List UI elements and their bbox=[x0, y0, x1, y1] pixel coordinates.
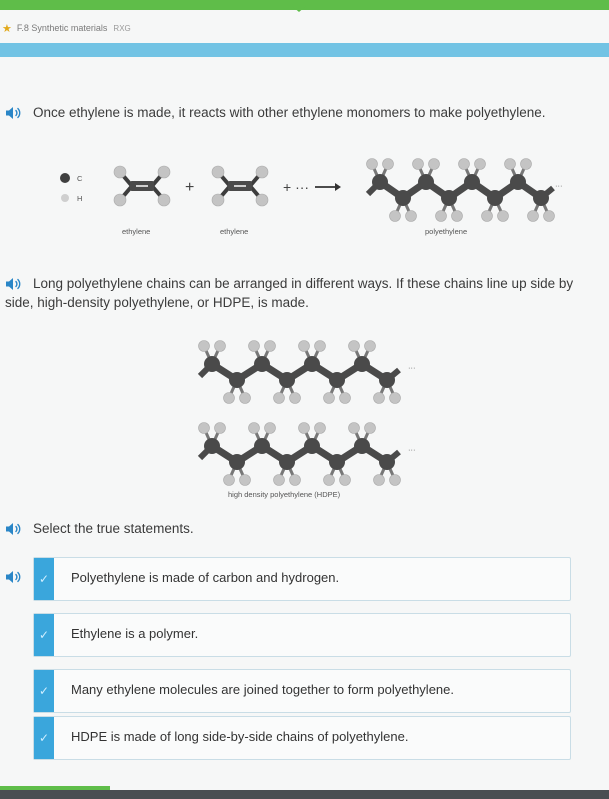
hydrogen-atom bbox=[452, 211, 463, 222]
option-checkbox-card[interactable] bbox=[33, 716, 571, 760]
hydrogen-atom bbox=[365, 341, 376, 352]
carbon-atom bbox=[229, 454, 245, 470]
hydrogen-atom bbox=[429, 159, 440, 170]
hydrogen-atom bbox=[528, 211, 539, 222]
label-polyethylene: polyethylene bbox=[425, 227, 468, 236]
checkbox[interactable] bbox=[34, 717, 54, 759]
hydrogen-atom bbox=[315, 423, 326, 434]
legend bbox=[60, 173, 83, 203]
hydrogen-atom bbox=[324, 393, 335, 404]
carbon-atom bbox=[304, 438, 320, 454]
plus-sign: + bbox=[185, 179, 195, 196]
chain-continuation-top: ··· bbox=[408, 363, 416, 372]
hydrogen-atom bbox=[521, 159, 532, 170]
star-icon: ★ bbox=[2, 22, 12, 35]
hydrogen-atom bbox=[390, 211, 401, 222]
answer-option-3 bbox=[5, 669, 605, 715]
answer-option-2 bbox=[5, 613, 605, 659]
carbon-atom bbox=[329, 454, 345, 470]
hydrogen-atom bbox=[374, 475, 385, 486]
hydrogen-atom bbox=[349, 423, 360, 434]
chain-continuation-bottom: ··· bbox=[408, 445, 416, 454]
speaker-icon[interactable] bbox=[5, 521, 27, 537]
label-ethylene-1: ethylene bbox=[122, 227, 151, 236]
option-checkbox-card[interactable] bbox=[33, 557, 571, 601]
hydrogen-atom bbox=[374, 393, 385, 404]
option-text: Many ethylene molecules are joined together to form polyethylene. bbox=[71, 682, 454, 697]
check-icon: ✓ bbox=[38, 731, 50, 745]
hydrogen-atom bbox=[324, 475, 335, 486]
skill-title: F.8 Synthetic materials bbox=[16, 23, 108, 33]
legend-carbon-icon bbox=[60, 173, 70, 183]
answer-option-4 bbox=[5, 716, 605, 762]
hydrogen-atom bbox=[340, 393, 351, 404]
checkbox[interactable] bbox=[34, 670, 54, 712]
hdpe-diagram bbox=[190, 330, 430, 510]
legend-hydrogen-label: H bbox=[77, 194, 83, 203]
check-icon: ✓ bbox=[38, 572, 50, 586]
hydrogen-atom bbox=[212, 166, 224, 178]
hydrogen-atom bbox=[265, 341, 276, 352]
skill-code: RXG bbox=[113, 23, 131, 33]
carbon-atom bbox=[533, 190, 549, 206]
carbon-atom bbox=[379, 372, 395, 388]
hydrogen-atom bbox=[249, 423, 260, 434]
ethylene-molecule-1 bbox=[114, 166, 170, 206]
polyethylene-chain-bottom bbox=[199, 423, 401, 486]
carbon-atom bbox=[372, 174, 388, 190]
hydrogen-atom bbox=[249, 341, 260, 352]
question-prompt bbox=[5, 519, 194, 538]
hydrogen-atom bbox=[265, 423, 276, 434]
option-checkbox-card[interactable] bbox=[33, 669, 571, 713]
hydrogen-atom bbox=[544, 211, 555, 222]
prompt-text: Select the true statements. bbox=[33, 521, 194, 536]
hydrogen-atom bbox=[349, 341, 360, 352]
hydrogen-atom bbox=[436, 211, 447, 222]
checkbox[interactable] bbox=[34, 558, 54, 600]
hydrogen-atom bbox=[215, 423, 226, 434]
option-checkbox-card[interactable] bbox=[33, 613, 571, 657]
chain-continuation: ··· bbox=[555, 181, 563, 190]
carbon-atom bbox=[279, 372, 295, 388]
polyethylene-chain bbox=[367, 159, 555, 222]
speaker-icon[interactable] bbox=[5, 276, 27, 292]
hydrogen-atom bbox=[240, 475, 251, 486]
speaker-icon[interactable] bbox=[5, 569, 27, 585]
hydrogen-atom bbox=[290, 475, 301, 486]
top-bar-notch bbox=[292, 6, 306, 12]
hydrogen-atom bbox=[413, 159, 424, 170]
skill-header bbox=[0, 18, 131, 38]
hydrogen-atom bbox=[274, 393, 285, 404]
plus-sign-2: + ··· bbox=[283, 179, 310, 195]
option-text: Polyethylene is made of carbon and hydrogen. bbox=[71, 570, 340, 585]
hydrogen-atom bbox=[498, 211, 509, 222]
carbon-atom bbox=[229, 372, 245, 388]
label-ethylene-2: ethylene bbox=[220, 227, 249, 236]
hydrogen-atom bbox=[482, 211, 493, 222]
hydrogen-atom bbox=[505, 159, 516, 170]
hydrogen-atom bbox=[114, 194, 126, 206]
legend-hydrogen-icon bbox=[61, 194, 69, 202]
hydrogen-atom bbox=[256, 194, 268, 206]
option-text: Ethylene is a polymer. bbox=[71, 626, 199, 641]
hydrogen-atom bbox=[240, 393, 251, 404]
carbon-atom bbox=[395, 190, 411, 206]
hydrogen-atom bbox=[114, 166, 126, 178]
carbon-atom bbox=[354, 438, 370, 454]
speaker-icon[interactable] bbox=[5, 105, 27, 121]
carbon-atom bbox=[510, 174, 526, 190]
hydrogen-atom bbox=[475, 159, 486, 170]
carbon-atom bbox=[204, 356, 220, 372]
carbon-atom bbox=[254, 356, 270, 372]
carbon-atom bbox=[204, 438, 220, 454]
polyethylene-chain-top bbox=[199, 341, 401, 404]
hydrogen-atom bbox=[290, 393, 301, 404]
hydrogen-atom bbox=[315, 341, 326, 352]
hydrogen-atom bbox=[224, 393, 235, 404]
hydrogen-atom bbox=[212, 194, 224, 206]
bottom-bar bbox=[0, 790, 609, 799]
hydrogen-atom bbox=[390, 475, 401, 486]
hdpe-caption: high density polyethylene (HDPE) bbox=[228, 490, 341, 499]
carbon-atom bbox=[329, 372, 345, 388]
hydrogen-atom bbox=[383, 159, 394, 170]
hydrogen-atom bbox=[256, 166, 268, 178]
hydrogen-atom bbox=[340, 475, 351, 486]
hydrogen-atom bbox=[459, 159, 470, 170]
ethylene-molecule-2 bbox=[212, 166, 268, 206]
instruction-paragraph-1 bbox=[5, 103, 605, 122]
header-band bbox=[0, 43, 609, 57]
check-icon: ✓ bbox=[38, 684, 50, 698]
option-text: HDPE is made of long side-by-side chains of polyethylene. bbox=[71, 729, 409, 744]
carbon-atom bbox=[441, 190, 457, 206]
arrow-head-icon bbox=[335, 183, 341, 191]
hydrogen-atom bbox=[158, 194, 170, 206]
checkbox[interactable] bbox=[34, 614, 54, 656]
carbon-atom bbox=[418, 174, 434, 190]
carbon-atom bbox=[379, 454, 395, 470]
paragraph-text: Long polyethylene chains can be arranged in different ways. If these chains line up side by side, high-density polyethylene, or HDPE, is made. bbox=[5, 276, 574, 310]
ethylene-reaction-diagram bbox=[50, 150, 570, 245]
hydrogen-atom bbox=[215, 341, 226, 352]
hydrogen-atom bbox=[199, 341, 210, 352]
hydrogen-atom bbox=[390, 393, 401, 404]
paragraph-text: Once ethylene is made, it reacts with other ethylene monomers to make polyethylene. bbox=[33, 105, 546, 120]
hydrogen-atom bbox=[299, 423, 310, 434]
hydrogen-atom bbox=[299, 341, 310, 352]
carbon-atom bbox=[304, 356, 320, 372]
answer-option-1 bbox=[5, 557, 605, 603]
carbon-atom bbox=[254, 438, 270, 454]
instruction-paragraph-2 bbox=[5, 274, 603, 312]
hydrogen-atom bbox=[158, 166, 170, 178]
hydrogen-atom bbox=[274, 475, 285, 486]
hydrogen-atom bbox=[365, 423, 376, 434]
carbon-atom bbox=[487, 190, 503, 206]
hydrogen-atom bbox=[224, 475, 235, 486]
carbon-atom bbox=[464, 174, 480, 190]
check-icon: ✓ bbox=[38, 628, 50, 642]
carbon-atom bbox=[279, 454, 295, 470]
carbon-atom bbox=[354, 356, 370, 372]
legend-carbon-label: C bbox=[77, 174, 83, 183]
hydrogen-atom bbox=[199, 423, 210, 434]
hydrogen-atom bbox=[406, 211, 417, 222]
hydrogen-atom bbox=[367, 159, 378, 170]
